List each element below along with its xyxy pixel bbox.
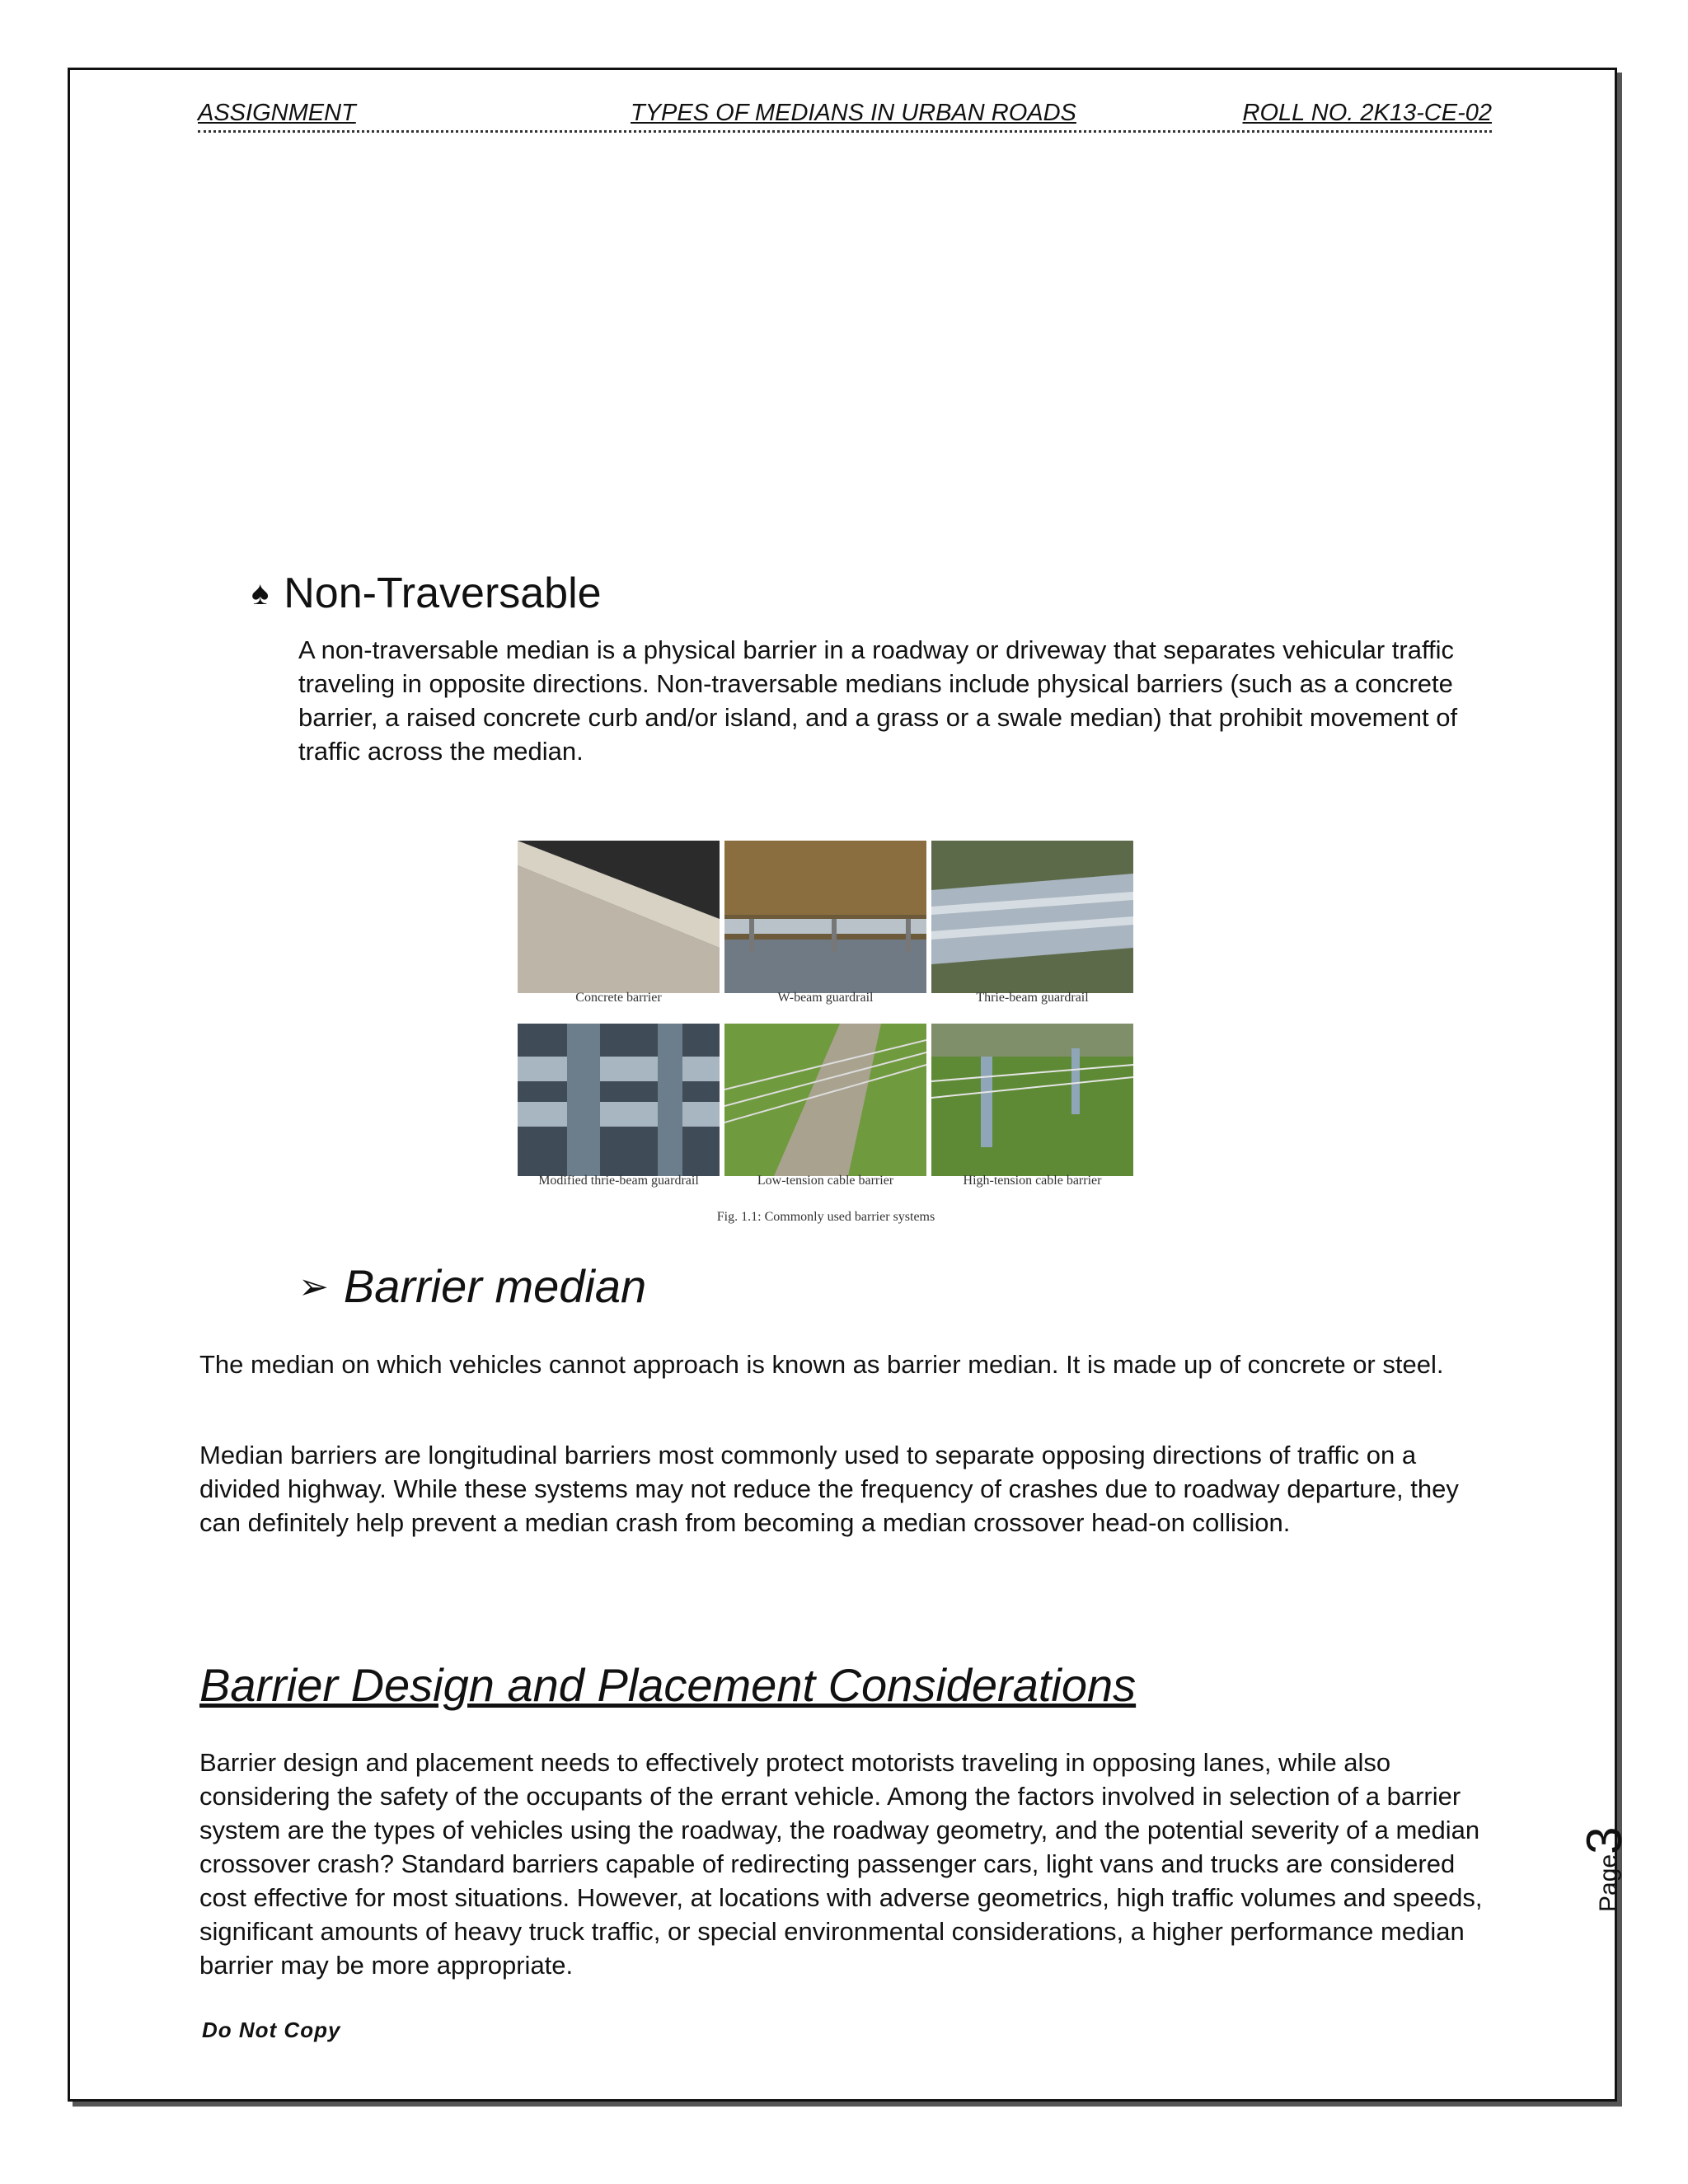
high-tension-cable-photo: [931, 1024, 1133, 1176]
non-traversable-paragraph: A non-traversable median is a physical barrier in a roadway or driveway that separates vehicular traffic traveling in opposite directions. Non-traversable medians include physical barriers (such as a concrete barrier, a raised concrete curb and/or island, and a grass or a swale median) that prohibit movement of traffic across the median.: [298, 635, 1458, 766]
page-header: [198, 97, 1492, 133]
header-assignment: ASSIGNMENT: [198, 100, 356, 126]
figure-caption-6: High-tension cable barrier: [963, 1174, 1102, 1188]
do-not-copy-notice: Do Not Copy: [202, 2018, 341, 2042]
barrier-median-paragraph-2: Median barriers are longitudinal barriers most commonly used to separate opposing directions of traffic on a divided highway. While these systems may not reduce the frequency of crashes due to roadway departure, they can definitely help prevent a median crash from becoming a median crossover head-on collision.: [199, 1441, 1459, 1537]
heading-text: Non-Traversable: [284, 569, 602, 617]
w-beam-guardrail-photo: [724, 841, 926, 993]
header-roll-no: ROLL NO. 2K13-CE-02: [1242, 100, 1492, 126]
page-number-label: [1576, 1827, 1633, 1912]
figure-caption-2: W-beam guardrail: [777, 991, 874, 1005]
figure-caption-1: Concrete barrier: [575, 991, 662, 1005]
arrow-right-icon: ➢: [298, 1267, 329, 1307]
section-heading-barrier-median: [298, 1259, 646, 1313]
modified-thrie-beam-photo: [518, 1024, 720, 1176]
page-label: Page: [1595, 1854, 1622, 1912]
barrier-systems-figure: [518, 841, 1134, 1228]
design-placement-paragraph: Barrier design and placement needs to effectively protect motorists traveling in opposing lanes, while also considering the safety of the occupants of the errant vehicle. Among the factors involved in selection of a barrier system are the types of vehicles using the roadway, the roadway geometry, and the potential severity of a median crossover crash? Standard barriers capable of redirecting passenger cars, light vans and trucks are considered cost effective for most situations. However, at locations with adverse geometrics, high traffic volumes and speeds, significant amounts of heavy truck traffic, or special environmental considerations, a higher performance median barrier may be more appropriate.: [199, 1748, 1483, 1980]
thrie-beam-guardrail-photo: [931, 841, 1133, 993]
heading-text: Barrier median: [343, 1260, 647, 1312]
figure-caption-5: Low-tension cable barrier: [757, 1174, 894, 1188]
spade-icon: ♠: [251, 575, 270, 612]
figure-caption: Fig. 1.1: Commonly used barrier systems: [716, 1210, 935, 1224]
page-number: 3: [1577, 1826, 1632, 1854]
barrier-median-paragraph-1: The median on which vehicles cannot approach is known as barrier median. It is made up of concrete or steel.: [199, 1350, 1444, 1379]
figure-caption-3: Thrie-beam guardrail: [976, 991, 1089, 1005]
concrete-barrier-photo: [518, 841, 720, 993]
low-tension-cable-photo: [724, 1024, 926, 1176]
section-heading-non-traversable: [251, 569, 602, 618]
section-heading-design-placement: Barrier Design and Placement Considerations: [199, 1659, 1137, 1711]
figure-caption-4: Modified thrie-beam guardrail: [538, 1174, 699, 1188]
header-title: TYPES OF MEDIANS IN URBAN ROADS: [631, 100, 1076, 126]
